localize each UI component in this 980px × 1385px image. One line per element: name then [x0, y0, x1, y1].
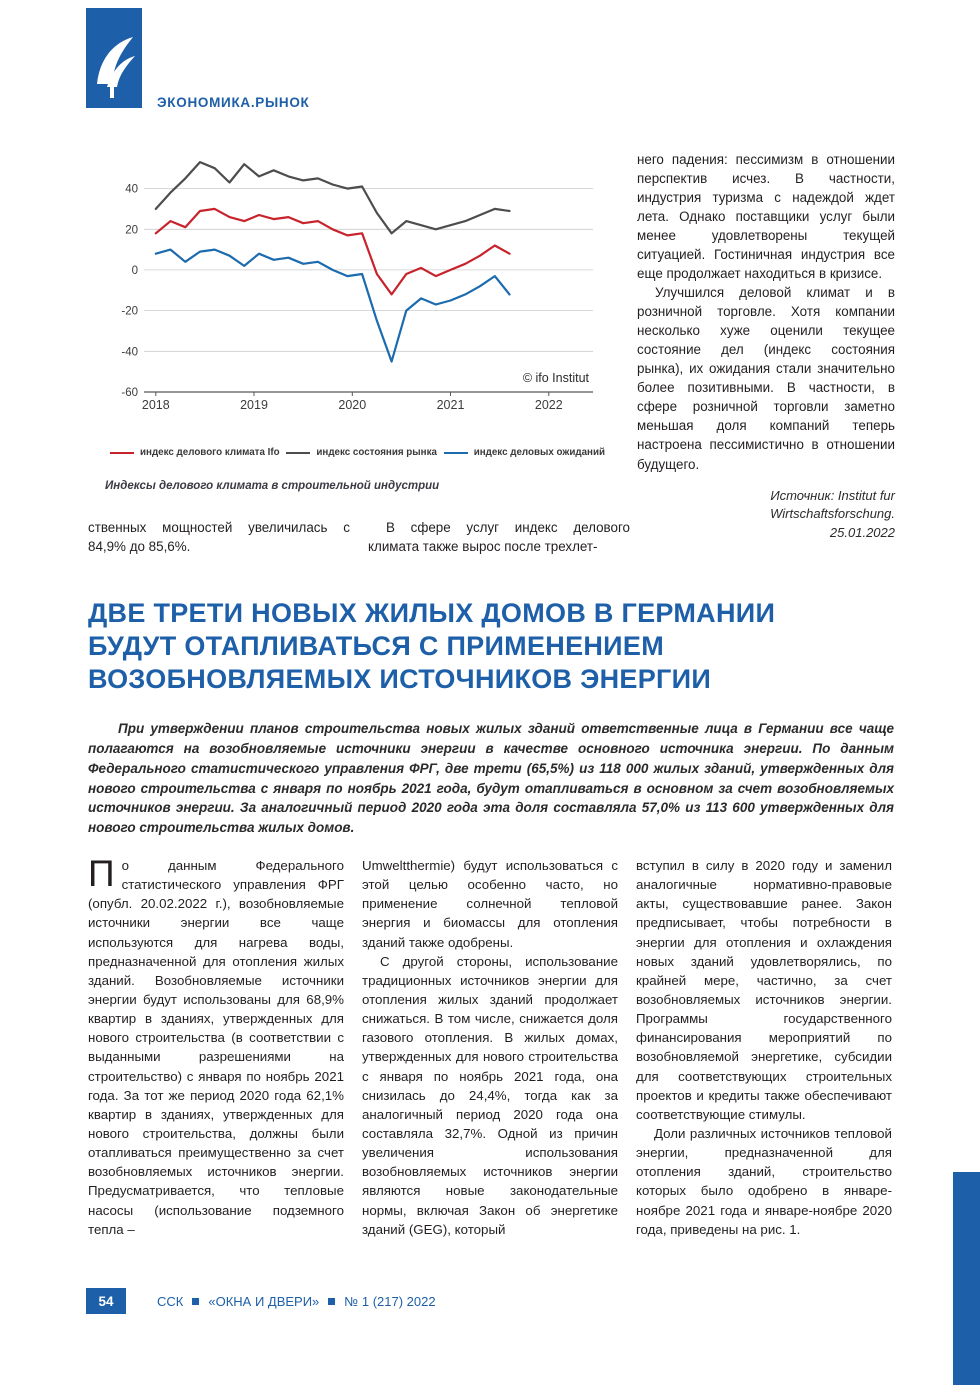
square-bullet-icon	[328, 1298, 335, 1305]
commentary-paragraph: него падения: пессимизм в отношении перспектив исчез. В частности, индустрия туризма с надеждой ждет лета. Однако поставщики услуг были менее удовлетворены текущей ситуацией. Гостиничная индустрия все еще продолжает находиться в кризисе.	[637, 152, 895, 282]
article-title-line: БУДУТ ОТАПЛИВАТЬСЯ С ПРИМЕНЕНИЕМ	[88, 631, 664, 662]
source-line: 25.01.2022	[829, 524, 895, 540]
body-paragraph: Доли различных источников тепловой энергии, предназначенной для отопления зданий, строительство которых было одобрено в январе-ноябре 2021 года и январе-ноябре 2020 года, приведены на рис. 1.	[636, 1125, 892, 1237]
x-tick-label: 2019	[240, 398, 268, 412]
continuation-column-2: В сфере услуг индекс делового климата также вырос после трехлет-	[368, 520, 630, 555]
business-climate-chart	[100, 148, 605, 420]
article-title-line: ВОЗОБНОВЛЯЕМЫХ ИСТОЧНИКОВ ЭНЕРГИИ	[88, 664, 712, 695]
footer-part: ССК	[157, 1294, 184, 1309]
x-tick-label: 2021	[436, 398, 465, 412]
article-column-2	[362, 856, 618, 1239]
logo-bird-icon	[86, 8, 142, 108]
drop-cap: П	[88, 853, 115, 894]
legend-swatch-icon	[286, 452, 310, 454]
chart-series-0	[156, 209, 510, 295]
x-tick-label: 2018	[141, 398, 170, 412]
source-line: Wirtschaftsforschung.	[770, 506, 895, 522]
continuation-column-1: ственных мощностей увеличилась с 84,9% до 85,6%.	[88, 520, 350, 555]
legend-item	[286, 447, 437, 458]
source-note	[637, 487, 895, 542]
x-tick-label: 2022	[534, 398, 563, 412]
chart-legend	[110, 447, 605, 458]
chart-copyright: © ifo Institut	[522, 371, 589, 385]
legend-item	[110, 447, 280, 458]
body-paragraph-text: о данным Федерального статистического управления ФРГ (опубл. 20.02.2022 г.), возобновляемые источники энергии все чаще используются для нагрева воды, предназначенной для отопления жилых зданий. Возобновляемые источники энергии будут использованы для 68,9% квартир в зданиях, утвержденных для нового строительства (в соответствии с выданными разрешениями на строительство) с января по ноябрь 2021 года. За тот же период 2020 года 62,1% квартир в зданиях, утвержденных для нового строительства, должны были отапливаться преимущественно за счет возобновляемых источников энергии. Предусматривается, что тепловые насосы (использование подземного тепла –	[88, 858, 344, 1237]
commentary-paragraph: Улучшился деловой климат и в розничной торговле. Хотя компании несколько хуже оценили текущее состояние дел (индекс состояния рынка), их ожидания стали значительно более позитивными. В частности, в сфере розничной торговли заметно меньшая доля компаний теперь настроена пессимистично в отношении будущего.	[637, 285, 895, 472]
y-tick-label: 0	[131, 264, 138, 277]
body-paragraph	[88, 853, 344, 1239]
body-paragraph: вступил в силу в 2020 году и заменил аналогичные нормативно-правовые акты, существовавшие ранее. Закон предписывает, чтобы потребности в энергии для отопления и охлаждения новых зданий удовлетворялись, по крайней мере, частично, за счет возобновляемых источников энергии. Программы государственного финансирования мероприятий по возобновляемой энергетике, субсидии для соответствующих строительных проектов и кредиты также обеспечивают соответствующие стимулы.	[636, 858, 892, 1122]
article-column-1	[88, 853, 344, 1239]
article-column-3	[636, 856, 892, 1239]
footer-journal-info	[157, 1294, 436, 1309]
square-bullet-icon	[192, 1298, 199, 1305]
climate-chart-svg	[100, 148, 605, 420]
legend-swatch-icon	[444, 452, 468, 454]
y-tick-label: -60	[121, 387, 138, 399]
y-tick-label: 20	[125, 224, 138, 237]
legend-item	[444, 447, 605, 458]
y-tick-label: -20	[121, 305, 138, 318]
article-title	[88, 597, 878, 697]
publisher-logo	[86, 8, 142, 108]
page-edge-bar	[953, 1172, 980, 1385]
chart-caption: Индексы делового климата в строительной индустрии	[105, 480, 440, 492]
y-tick-label: 40	[125, 183, 138, 196]
body-paragraph: Umweltthermie) будут использоваться с этой целью особенно часто, но применение солнечной тепловой энергия и биомассы для отопления зданий также одобрены.	[362, 858, 618, 950]
market-commentary-column	[637, 150, 895, 474]
body-paragraph: С другой стороны, использование традиционных источников энергии для отопления жилых зданий продолжает снижаться. В том числе, снижается доля газового отопления. В жилых домах, утвержденных для нового строительства с января по ноябрь 2021 года, она снизилась до 24,4%, тогда как за аналогичный период 2020 года она составляла 32,7%. Одной из причин увеличения использования возобновляемых источников энергии являются новые законодательные нормы, включая Закон об энергетике зданий (GEG), который	[362, 953, 618, 1237]
legend-swatch-icon	[110, 452, 134, 454]
article-title-line: ДВЕ ТРЕТИ НОВЫХ ЖИЛЫХ ДОМОВ В ГЕРМАНИИ	[88, 598, 776, 628]
section-header: ЭКОНОМИКА.РЫНОК	[157, 95, 310, 110]
footer-part: «ОКНА И ДВЕРИ»	[208, 1294, 320, 1309]
chart-series-1	[156, 162, 510, 233]
legend-label: индекс состояния рынка	[316, 447, 437, 458]
legend-label: индекс делового климата Ifo	[140, 447, 280, 458]
legend-label: индекс деловых ожиданий	[473, 447, 605, 458]
x-tick-label: 2020	[338, 398, 367, 412]
article-lead: При утверждении планов строительства новых жилых зданий ответственные лица в Германии все чаще полагаются на возобновляемые источники энергии в качестве основного источника энергии. По данным Федерального статистического управления ФРГ, две трети (65,5%) из 118 000 жилых зданий, утвержденных для нового строительства с января по ноябрь 2021 года, будут отапливаться в основном за счет возобновляемых источников энергии. За аналогичный период 2020 года эта доля составляла 57,0% из 113 600 утвержденных для нового строительства жилых домов.	[88, 721, 894, 836]
footer-part: № 1 (217) 2022	[344, 1294, 436, 1309]
y-tick-label: -40	[121, 346, 138, 359]
source-line: Источник: Institut fur	[770, 488, 895, 503]
page-number: 54	[86, 1288, 126, 1314]
